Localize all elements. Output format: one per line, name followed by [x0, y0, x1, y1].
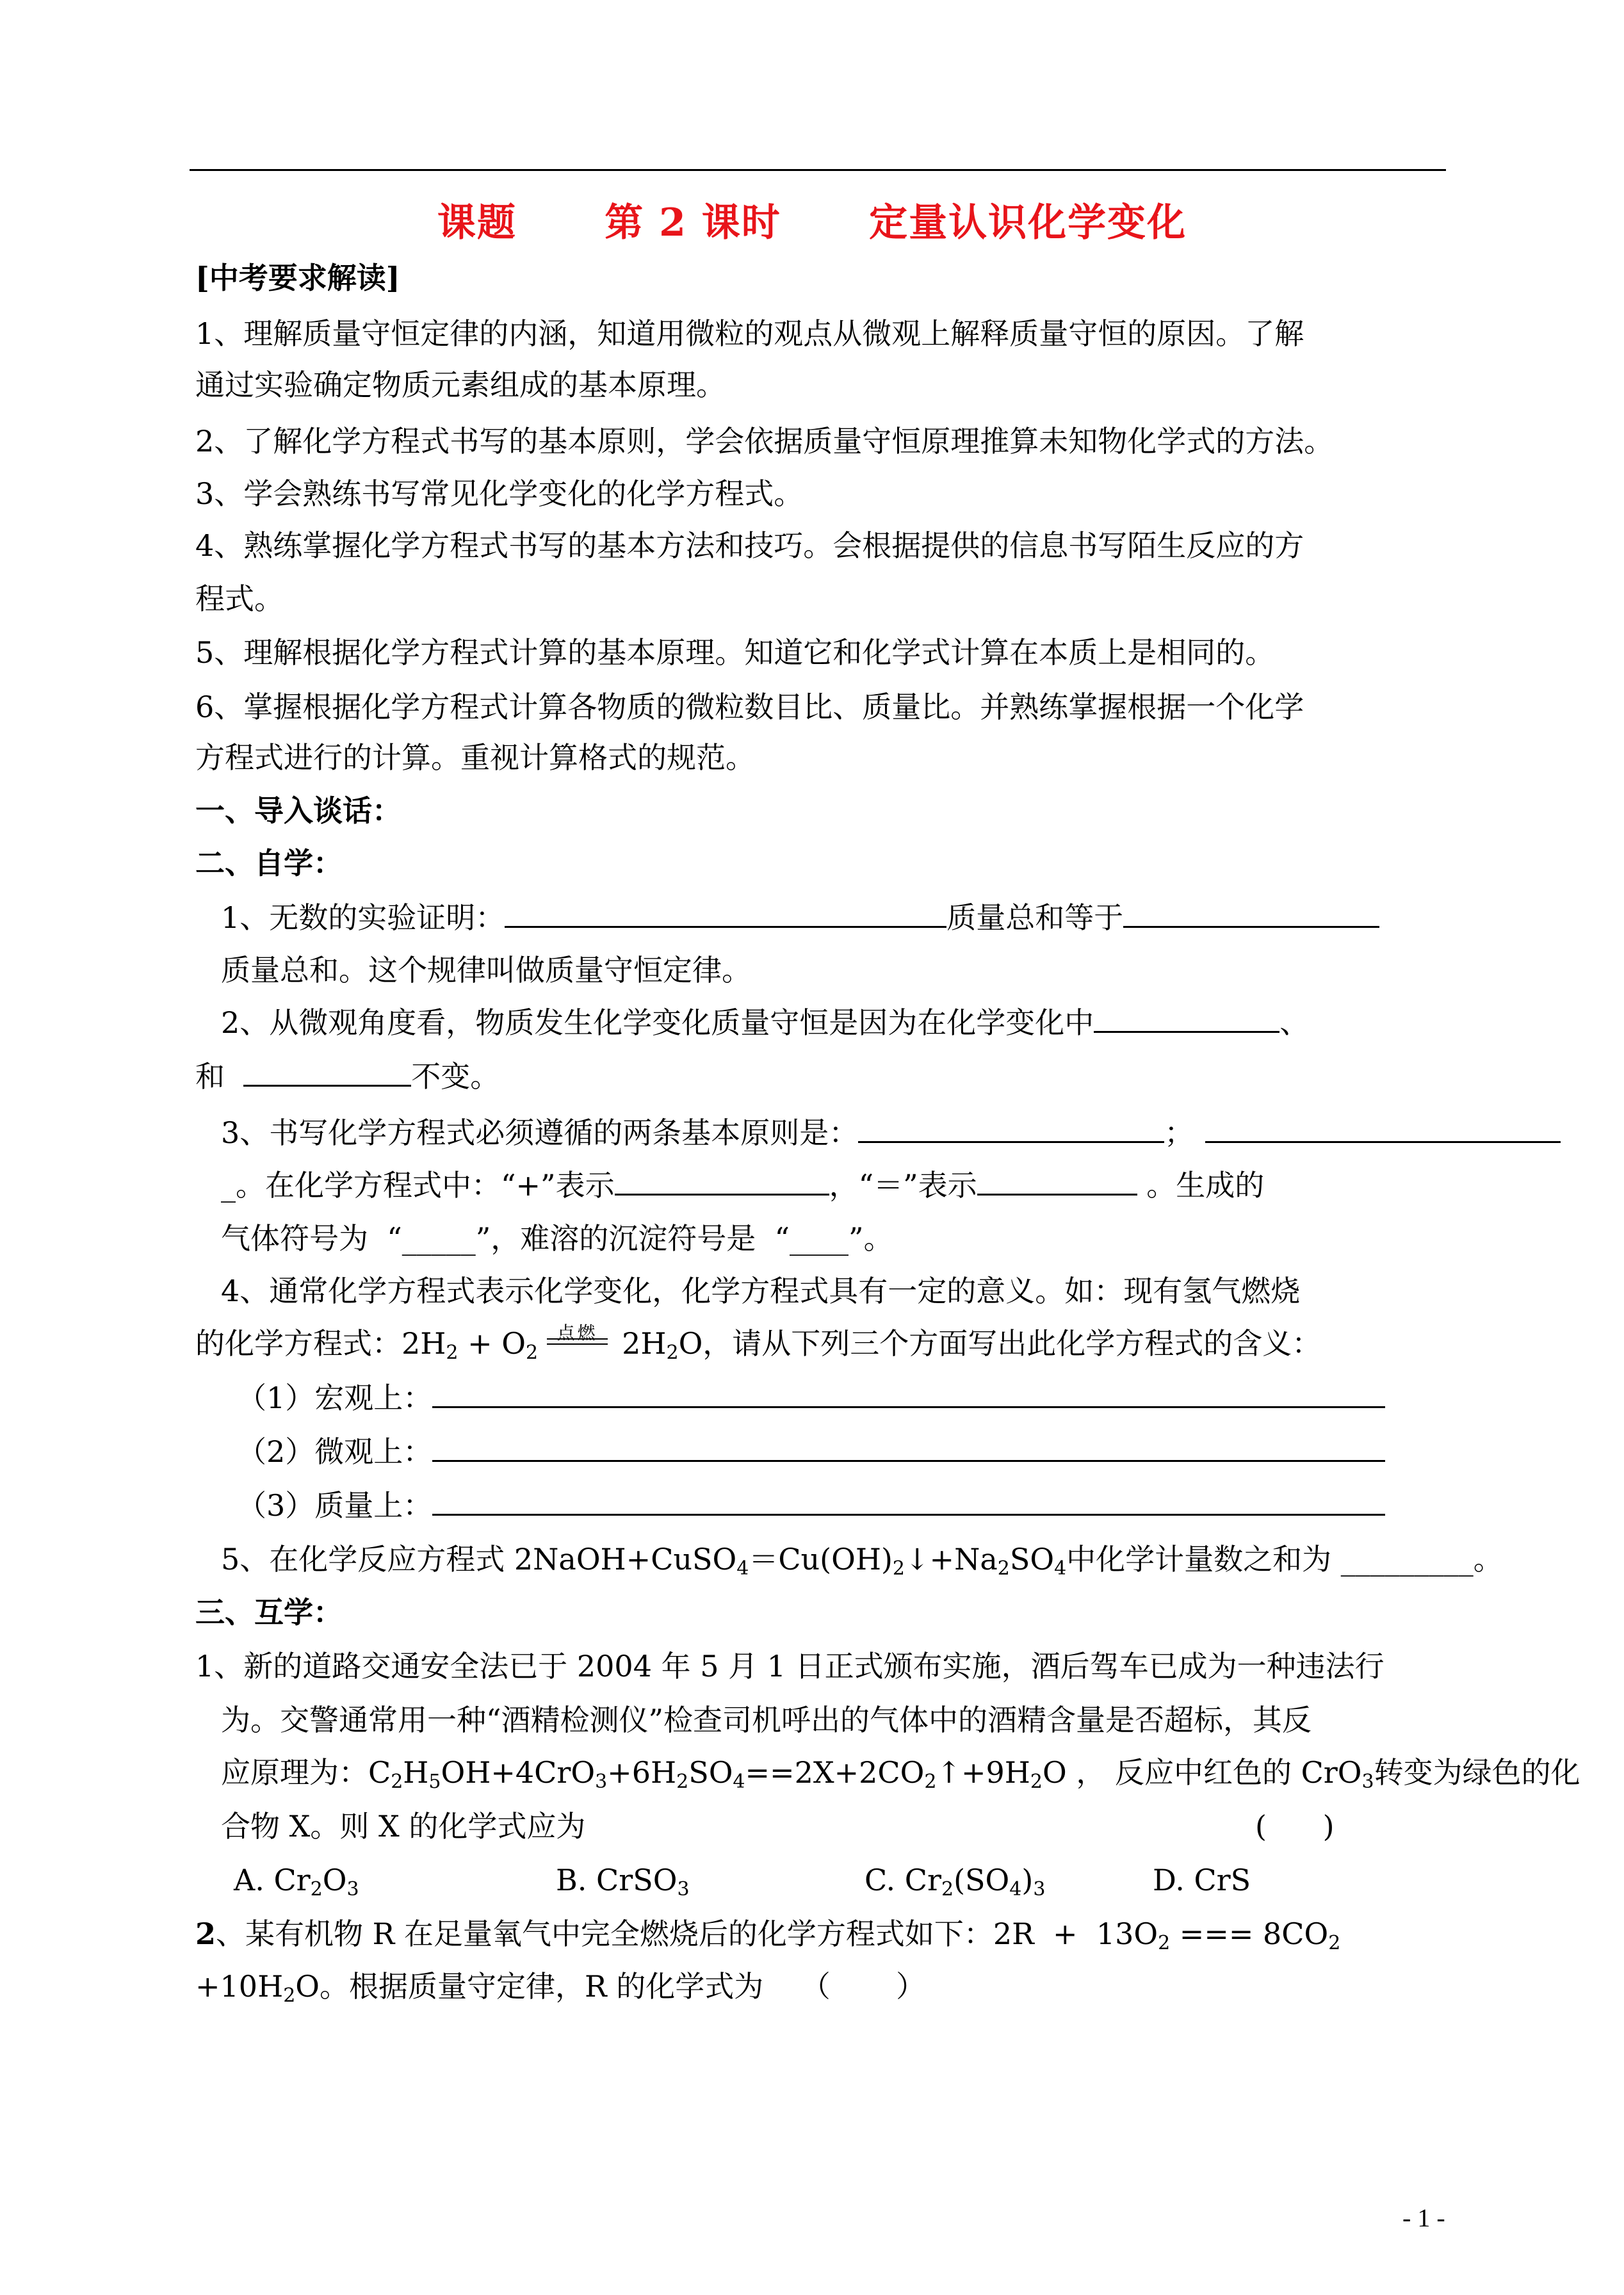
subscript: 2 [283, 1984, 296, 2007]
question-4-item [237, 1486, 1385, 1525]
q2-text: 、 [1279, 1005, 1310, 1040]
top-rule [190, 169, 1446, 171]
q-text: H [403, 1755, 429, 1790]
q4-text: + O [458, 1326, 526, 1361]
requirement-line: 3、学会熟练书写常见化学变化的化学方程式。 [195, 476, 804, 511]
subscript: 2 [924, 1771, 937, 1793]
requirement-line: 方程式进行的计算。重视计算格式的规范。 [195, 740, 755, 775]
option-text: C. Cr [865, 1863, 941, 1897]
answer-blank[interactable] [1094, 1003, 1279, 1033]
answer-blank[interactable]: _________ [1340, 1542, 1474, 1577]
q5-text: 5、在化学反应方程式 2NaOH+CuSO [221, 1542, 737, 1577]
q4-text: O，请从下列三个方面写出此化学方程式的含义： [678, 1326, 1322, 1361]
requirement-line: 4、熟练掌握化学方程式书写的基本方法和技巧。会根据提供的信息书写陌生反应的方 [195, 528, 1304, 563]
mutual-q1-line: 合物 X。则 X 的化学式应为 [221, 1809, 586, 1844]
requirement-line: 通过实验确定物质元素组成的基本原理。 [195, 368, 726, 402]
answer-parentheses[interactable]: ( ) [1255, 1809, 1335, 1844]
answer-blank[interactable] [1123, 898, 1379, 928]
answer-blank[interactable] [858, 1113, 1164, 1143]
q4-item-label: （3）质量上： [237, 1488, 433, 1523]
answer-blank[interactable] [1205, 1113, 1561, 1143]
subscript: 2 [666, 1342, 679, 1364]
question-1-line [221, 898, 1379, 937]
q3-text: ，“＝”表示 [829, 1168, 977, 1203]
q-text: === 8CO [1170, 1917, 1329, 1951]
subscript: 3 [677, 1878, 690, 1901]
q2-text: 和 [195, 1059, 244, 1094]
subscript: 4 [733, 1771, 745, 1793]
page-number: - 1 - [1402, 2203, 1445, 2232]
q-text: +6H [607, 1755, 677, 1790]
option-text: B. CrSO [556, 1863, 678, 1897]
subscript: 2 [892, 1557, 905, 1580]
requirement-line: 程式。 [195, 581, 284, 616]
q3-text: 3、书写化学方程式必须遵循的两条基本原则是： [221, 1115, 859, 1150]
mutual-q1-line: 为。交警通常用一种“酒精检测仪”检查司机呼出的气体中的酒精含量是否超标，其反 [221, 1703, 1312, 1737]
precipitate-symbol-blank[interactable]: ____ [790, 1221, 849, 1256]
question-4-equation-line [195, 1324, 1321, 1363]
q1-text: 1、无数的实验证明： [221, 900, 505, 935]
question-3-line [221, 1219, 893, 1258]
section-heading: 三、互学： [195, 1595, 343, 1630]
requirement-line: 5、理解根据化学方程式计算的基本原理。知道它和化学式计算在本质上是相同的。 [195, 635, 1275, 670]
q-text: SO [688, 1755, 733, 1790]
option-text: ) [1021, 1863, 1034, 1897]
option-c[interactable] [865, 1861, 1045, 1899]
subscript: 2 [525, 1342, 539, 1364]
subscript: 4 [1009, 1878, 1022, 1901]
answer-blank[interactable] [505, 898, 946, 928]
mutual-q1-line: 1、新的道路交通安全法已于 2004 年 5 月 1 日正式颁布实施，酒后驾车已成为一种违法行 [195, 1649, 1384, 1683]
option-text: (SO [954, 1863, 1010, 1897]
subscript: 4 [736, 1557, 749, 1580]
reaction-condition-label: 点燃 [556, 1322, 598, 1343]
option-b[interactable] [556, 1861, 690, 1899]
question-1-line: 质量总和。这个规律叫做质量守恒定律。 [221, 953, 751, 987]
answer-blank[interactable] [432, 1432, 1385, 1462]
subscript: 2 [1328, 1932, 1341, 1954]
subscript: 2 [997, 1557, 1010, 1580]
q5-text: ＝Cu(OH) [749, 1542, 893, 1577]
q3-text: ； [1164, 1115, 1194, 1150]
subscript: 3 [595, 1771, 608, 1793]
option-text: O [322, 1863, 347, 1897]
gas-symbol-blank[interactable]: _____ [402, 1221, 476, 1256]
subscript: 4 [1054, 1557, 1067, 1580]
q4-text: 的化学方程式：2H [195, 1326, 446, 1361]
q3-text: _。在化学方程式中：“+”表示 [221, 1168, 615, 1203]
mutual-q1-equation-line [221, 1753, 1580, 1792]
q-text: 转变为绿色的化 [1374, 1755, 1580, 1790]
q1-text: 质量总和等于 [946, 900, 1124, 935]
reaction-condition [547, 1322, 608, 1354]
option-text: A. Cr [234, 1863, 311, 1897]
q-text: O ， 反应中红色的 CrO [1043, 1755, 1362, 1790]
subscript: 2 [1030, 1771, 1043, 1793]
subscript: 2 [446, 1342, 459, 1364]
page-title: 课题 第 2 课时 定量认识化学变化 [437, 200, 1187, 245]
q5-text: 。 [1473, 1542, 1503, 1577]
q3-text: 。生成的 [1137, 1168, 1265, 1203]
section-heading: 二、自学： [195, 846, 343, 880]
answer-blank[interactable] [432, 1378, 1385, 1408]
q4-text: 2H [622, 1326, 667, 1361]
question-2-line [221, 1003, 1309, 1042]
q-text: ==2X+2CO [745, 1755, 925, 1790]
q-text: 、某有机物 R 在足量氧气中完全燃烧后的化学方程式如下：2R + 13O [216, 1917, 1158, 1951]
subscript: 3 [346, 1878, 359, 1901]
subscript: 3 [1033, 1878, 1046, 1901]
subscript: 2 [1158, 1932, 1171, 1954]
q2-text: 2、从微观角度看，物质发生化学变化质量守恒是因为在化学变化中 [221, 1005, 1094, 1040]
option-a[interactable] [234, 1861, 359, 1899]
answer-blank[interactable] [977, 1165, 1137, 1196]
answer-blank[interactable] [432, 1486, 1385, 1516]
q-text: +10H [195, 1969, 284, 2004]
requirement-line: 2、了解化学方程式书写的基本原则，学会依据质量守恒原理推算未知物化学式的方法。 [195, 424, 1334, 458]
q-text: OH+4CrO [441, 1755, 596, 1790]
q-text: ↑+9H [936, 1755, 1030, 1790]
question-3-line [221, 1113, 1561, 1152]
subscript: 2 [310, 1878, 323, 1901]
q3-text: ”，难溶的沉淀符号是 “ [475, 1221, 790, 1256]
question-2-line [195, 1057, 499, 1096]
section-heading: 一、导入谈话： [195, 793, 402, 828]
question-number: 2 [195, 1917, 216, 1951]
requirements-heading: [中考要求解读] [195, 261, 400, 295]
question-4-item [237, 1378, 1385, 1417]
q5-text: SO [1009, 1542, 1055, 1577]
q5-text: 中化学计量数之和为 [1066, 1542, 1341, 1577]
q5-text: ↓+Na [904, 1542, 998, 1577]
subscript: 3 [1361, 1771, 1374, 1793]
question-5-line [221, 1540, 1503, 1578]
answer-blank[interactable] [243, 1057, 411, 1087]
q3-text: ”。 [849, 1221, 893, 1256]
answer-blank[interactable] [615, 1165, 829, 1196]
q-text: 应原理为：C [221, 1755, 391, 1790]
mutual-q2-line [195, 1915, 1340, 1953]
q4-item-label: （2）微观上： [237, 1434, 433, 1469]
option-d[interactable]: D. CrS [1153, 1863, 1251, 1897]
requirement-line: 6、掌握根据化学方程式计算各物质的微粒数目比、质量比。并熟练掌握根据一个化学 [195, 690, 1304, 724]
subscript: 2 [391, 1771, 403, 1793]
q3-text: 气体符号为 “ [221, 1221, 402, 1256]
subscript: 2 [676, 1771, 689, 1793]
q-text: O。根据质量守定律，R 的化学式为 （ ） [295, 1969, 926, 2004]
subscript: 2 [941, 1878, 954, 1901]
mutual-q2-line [195, 1967, 925, 2006]
question-4-line: 4、通常化学方程式表示化学变化，化学方程式具有一定的意义。如：现有氢气燃烧 [221, 1274, 1301, 1308]
requirement-line: 1、理解质量守恒定律的内涵，知道用微粒的观点从微观上解释质量守恒的原因。了解 [195, 316, 1304, 351]
question-4-item [237, 1432, 1385, 1471]
q4-item-label: （1）宏观上： [237, 1381, 433, 1415]
question-3-line [221, 1165, 1264, 1204]
subscript: 5 [428, 1771, 441, 1793]
q2-text: 不变。 [411, 1059, 500, 1094]
